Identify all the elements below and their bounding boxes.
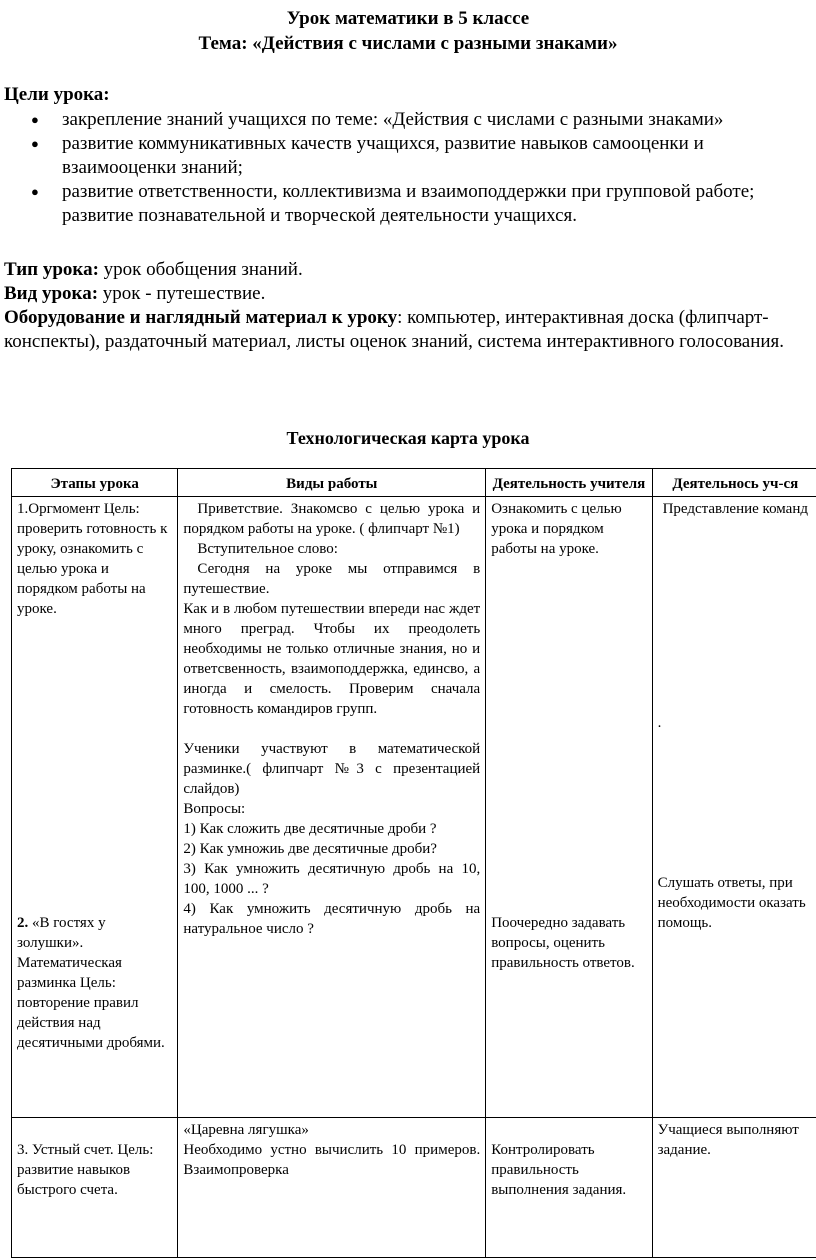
work-text: Как и в любом путешествии впереди нас ждет много преград. Чтобы их преодолеть необходимы не только отличные знания, но и ответсвенность, взаимоподдержка, единсво, а иногда и смелость. Проверим сначала готовность командиров групп. — [183, 601, 481, 717]
teacher-text: Контролировать правильность выполнения задания. — [491, 1142, 627, 1198]
stage-text: 3. Устный счет. Цель: развитие навыков быстрого счета. — [17, 1142, 154, 1198]
stage-text: 2. «В гостях у золушки». Математическая разминка Цель: повторение правил действия над десятичными дробями. — [17, 915, 165, 1051]
work-cell — [178, 497, 486, 1118]
student-text: Учащиеся выполняют задание. — [657, 1122, 799, 1158]
lesson-topic: Тема: «Действия с числами с разными знаками» — [198, 33, 618, 54]
table-row — [12, 497, 816, 1118]
lesson-equipment: Оборудование и наглядный материал к уроку: компьютер, интерактивная доска (флипчарт-конспекты), раздаточный материал, листы оценок знаний, система интерактивного голосования. — [4, 307, 785, 352]
stage-cell — [12, 497, 178, 1118]
goals-heading: Цели урока: — [4, 84, 110, 105]
table-row — [12, 1118, 816, 1258]
lesson-kind: Вид урока: урок - путешествие. — [4, 283, 266, 304]
work-text: Ученики участвуют в математической разминке.( флипчарт №3 с презентацией слайдов) — [183, 741, 481, 797]
stage-cell — [12, 1118, 178, 1258]
work-text: «Царевна лягушка» — [183, 1122, 309, 1138]
work-text: Сегодня на уроке мы отправимся в путешествие. — [183, 561, 481, 597]
teacher-text: Ознакомить с целью урока и порядком работы на уроке. — [491, 501, 622, 557]
work-text: 3) Как умножить десятичную дробь на 10, 100, 1000 ... ? — [183, 861, 481, 897]
work-text: 1) Как сложить две десятичные дроби ? — [183, 821, 437, 837]
lesson-title: Урок математики в 5 классе — [286, 8, 530, 29]
stage-text: 1.Оргмомент Цель: проверить готовность к уроку, ознакомить с целью урока и порядком работы на уроке. — [17, 501, 168, 617]
work-cell — [178, 1118, 486, 1258]
bullet-icon: ● — [31, 112, 39, 127]
column-header: Деятельность учителя — [486, 469, 652, 497]
goal-item: ● развитие коммуникативных качеств учащихся, развитие навыков самооценки и взаимооценки знаний; — [31, 133, 704, 178]
tech-map-title: Технологическая карта урока — [286, 428, 530, 448]
goals-list — [0, 108, 816, 228]
student-cell — [652, 1118, 816, 1258]
student-text: . — [657, 715, 662, 731]
goal-item: ● развитие ответственности, коллективизма и взаимоподдержки при групповой работе; развитие познавательной и творческой деятельности учащихся. — [31, 181, 755, 226]
bullet-icon: ● — [31, 184, 39, 199]
column-header: Деятельнось уч-ся — [652, 469, 816, 497]
column-header: Виды работы — [178, 469, 486, 497]
work-text: 4) Как умножить десятичную дробь на натуральное число ? — [183, 901, 481, 937]
teacher-cell — [486, 497, 652, 1118]
student-cell — [652, 497, 816, 1118]
teacher-text: Поочередно задавать вопросы, оценить правильность ответов. — [491, 915, 635, 971]
tech-map-table — [11, 468, 816, 1258]
work-text: Вступительное слово: — [197, 541, 338, 557]
work-text: 2) Как умножиь две десятичные дроби? — [183, 841, 437, 857]
work-text: Необходимо устно вычислить 10 примеров. Взаимопроверка — [183, 1142, 481, 1178]
goal-item: ● закрепление знаний учащихся по теме: «Действия с числами с разными знаками» — [31, 109, 724, 130]
student-text: Слушать ответы, при необходимости оказать помощь. — [657, 875, 806, 931]
work-text: Приветствие. Знакомсво с целью урока и порядком работы на уроке. ( флипчарт №1) — [183, 501, 481, 537]
student-text: Представление команд — [662, 501, 808, 517]
work-text: Вопросы: — [183, 801, 246, 817]
table-header-row — [12, 469, 816, 497]
bullet-icon: ● — [31, 136, 39, 151]
teacher-cell — [486, 1118, 652, 1258]
lesson-type: Тип урока: урок обобщения знаний. — [4, 259, 303, 280]
column-header: Этапы урока — [12, 469, 178, 497]
